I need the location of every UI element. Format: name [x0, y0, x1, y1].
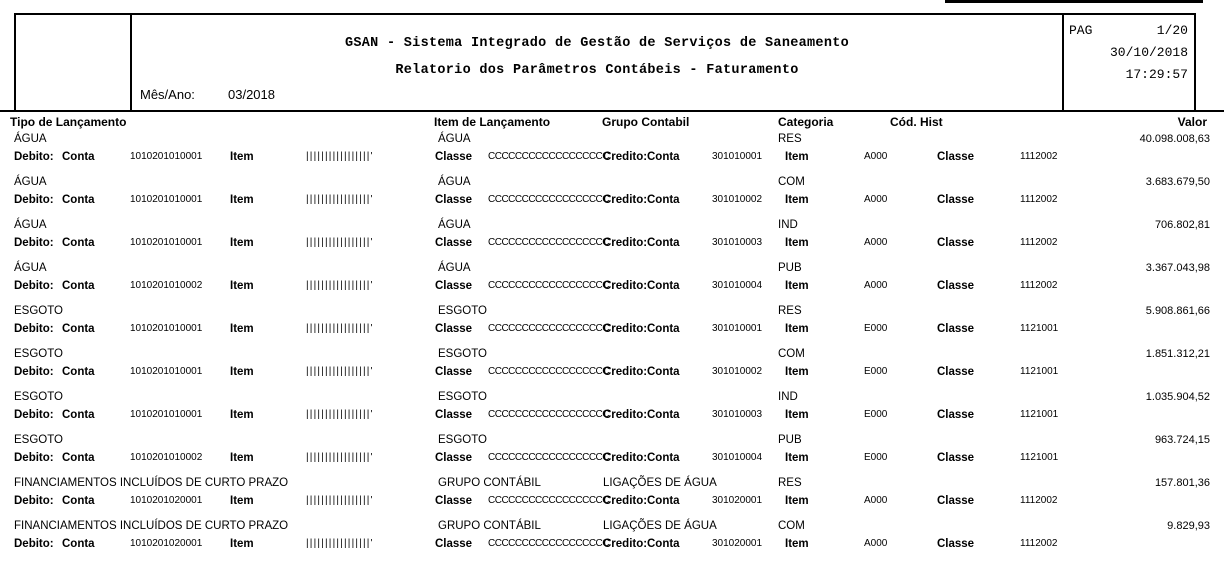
credito-conta-value: 301020001	[712, 495, 763, 506]
valor-value: 963.724,15	[1154, 434, 1210, 446]
row-detail-line	[0, 151, 1224, 166]
header-logo-divider	[130, 13, 132, 110]
credito-label: Credito:	[603, 323, 648, 335]
table-row	[0, 302, 1224, 345]
credito-classe-value: 1121001	[1020, 366, 1059, 377]
tipo-lancamento-value: FINANCIAMENTOS INCLUÍDOS DE CURTO PRAZO	[14, 477, 289, 489]
valor-value: 40.098.008,63	[1139, 133, 1210, 145]
debito-item-label: Item	[230, 237, 254, 249]
row-detail-line	[0, 495, 1224, 510]
tipo-lancamento-value: ÁGUA	[14, 219, 47, 231]
tipo-lancamento-value: ÁGUA	[14, 176, 47, 188]
debito-classe-mask: CCCCCCCCCCCCCCCCCC'	[488, 452, 611, 463]
debito-item-mask: |||||||||||||||||'	[306, 194, 374, 205]
debito-item-label: Item	[230, 280, 254, 292]
item-lancamento-value: ESGOTO	[438, 348, 487, 360]
valor-value: 3.683.679,50	[1145, 176, 1210, 188]
debito-item-label: Item	[230, 452, 254, 464]
tipo-lancamento-value: ESGOTO	[14, 391, 63, 403]
row-detail-line	[0, 538, 1224, 553]
credito-conta-label: Conta	[647, 452, 680, 464]
credito-item-value: A000	[864, 194, 888, 205]
debito-classe-mask: CCCCCCCCCCCCCCCCCC'	[488, 409, 611, 420]
debito-conta-value: 1010201020001	[130, 538, 203, 549]
credito-classe-label: Classe	[937, 409, 975, 421]
debito-conta-value: 1010201010002	[130, 452, 203, 463]
debito-conta-label: Conta	[62, 323, 95, 335]
table-row	[0, 517, 1224, 560]
debito-item-label: Item	[230, 323, 254, 335]
credito-classe-label: Classe	[937, 452, 975, 464]
row-title-line	[0, 262, 1224, 277]
debito-item-label: Item	[230, 151, 254, 163]
credito-conta-label: Conta	[647, 194, 680, 206]
tipo-lancamento-value: ESGOTO	[14, 348, 63, 360]
row-detail-line	[0, 366, 1224, 381]
credito-label: Credito:	[603, 495, 648, 507]
column-header-cod-hist: Cód. Hist	[890, 115, 943, 129]
credito-item-label: Item	[785, 538, 809, 550]
debito-classe-mask: CCCCCCCCCCCCCCCCCC'	[488, 366, 611, 377]
column-header-grupo-contabil: Grupo Contabil	[602, 115, 690, 129]
item-lancamento-value: ÁGUA	[438, 133, 471, 145]
credito-item-value: A000	[864, 280, 888, 291]
credito-label: Credito:	[603, 194, 648, 206]
table-row	[0, 345, 1224, 388]
debito-conta-value: 1010201010001	[130, 366, 203, 377]
header-box-top-border	[14, 13, 1196, 15]
credito-label: Credito:	[603, 280, 648, 292]
debito-label: Debito:	[14, 151, 54, 163]
debito-label: Debito:	[14, 194, 54, 206]
credito-item-value: A000	[864, 538, 888, 549]
report-date: 30/10/2018	[1109, 45, 1188, 60]
debito-item-mask: |||||||||||||||||'	[306, 538, 374, 549]
debito-conta-value: 1010201010001	[130, 237, 203, 248]
debito-item-label: Item	[230, 409, 254, 421]
column-header-categoria: Categoria	[778, 115, 834, 129]
debito-conta-label: Conta	[62, 194, 95, 206]
table-row	[0, 388, 1224, 431]
row-detail-line	[0, 237, 1224, 252]
table-top-rule	[0, 110, 1224, 112]
credito-classe-label: Classe	[937, 495, 975, 507]
credito-conta-label: Conta	[647, 366, 680, 378]
credito-conta-value: 301010001	[712, 151, 763, 162]
credito-classe-label: Classe	[937, 538, 975, 550]
grupo-contabil-value: LIGAÇÕES DE ÁGUA	[603, 520, 717, 532]
debito-conta-value: 1010201010001	[130, 409, 203, 420]
page-number: 1/20	[1156, 23, 1188, 38]
debito-classe-label: Classe	[435, 409, 473, 421]
item-lancamento-value: ESGOTO	[438, 391, 487, 403]
debito-conta-value: 1010201020001	[130, 495, 203, 506]
debito-classe-label: Classe	[435, 366, 473, 378]
tipo-lancamento-value: FINANCIAMENTOS INCLUÍDOS DE CURTO PRAZO	[14, 520, 289, 532]
row-detail-line	[0, 323, 1224, 338]
table-row	[0, 173, 1224, 216]
debito-label: Debito:	[14, 280, 54, 292]
column-header-tipo-de-lancamento: Tipo de Lançamento	[10, 115, 127, 129]
debito-label: Debito:	[14, 409, 54, 421]
credito-classe-label: Classe	[937, 151, 975, 163]
credito-item-value: A000	[864, 237, 888, 248]
tipo-lancamento-value: ESGOTO	[14, 305, 63, 317]
credito-item-value: A000	[864, 495, 888, 506]
month-year-value: 03/2018	[228, 87, 275, 102]
item-lancamento-value: ESGOTO	[438, 305, 487, 317]
row-title-line	[0, 477, 1224, 492]
row-detail-line	[0, 194, 1224, 209]
debito-classe-label: Classe	[435, 538, 473, 550]
credito-classe-label: Classe	[937, 366, 975, 378]
valor-value: 706.802,81	[1154, 219, 1210, 231]
valor-value: 1.851.312,21	[1145, 348, 1210, 360]
debito-classe-mask: CCCCCCCCCCCCCCCCCC'	[488, 237, 611, 248]
header-box-right-border	[1194, 13, 1196, 110]
debito-classe-label: Classe	[435, 237, 473, 249]
debito-item-mask: |||||||||||||||||'	[306, 323, 374, 334]
valor-value: 157.801,36	[1154, 477, 1210, 489]
credito-classe-value: 1112002	[1020, 237, 1058, 248]
credito-conta-label: Conta	[647, 237, 680, 249]
credito-item-label: Item	[785, 194, 809, 206]
debito-classe-mask: CCCCCCCCCCCCCCCCCC'	[488, 495, 611, 506]
debito-classe-mask: CCCCCCCCCCCCCCCCCC'	[488, 323, 611, 334]
categoria-value: RES	[778, 133, 802, 145]
debito-item-label: Item	[230, 538, 254, 550]
credito-classe-value: 1112002	[1020, 538, 1058, 549]
categoria-value: PUB	[778, 262, 802, 274]
credito-conta-value: 301020001	[712, 538, 763, 549]
debito-classe-label: Classe	[435, 452, 473, 464]
debito-conta-label: Conta	[62, 452, 95, 464]
row-title-line	[0, 219, 1224, 234]
debito-classe-mask: CCCCCCCCCCCCCCCCCC'	[488, 151, 611, 162]
page-info-divider	[1062, 13, 1064, 110]
debito-item-mask: |||||||||||||||||'	[306, 280, 374, 291]
debito-item-mask: |||||||||||||||||'	[306, 151, 374, 162]
credito-item-value: E000	[864, 366, 888, 377]
debito-item-label: Item	[230, 194, 254, 206]
item-lancamento-value: ÁGUA	[438, 176, 471, 188]
credito-item-value: A000	[864, 151, 888, 162]
debito-conta-value: 1010201010001	[130, 323, 203, 334]
credito-item-value: E000	[864, 452, 888, 463]
debito-conta-label: Conta	[62, 237, 95, 249]
credito-classe-value: 1112002	[1020, 280, 1058, 291]
credito-conta-label: Conta	[647, 495, 680, 507]
credito-conta-label: Conta	[647, 280, 680, 292]
credito-classe-value: 1121001	[1020, 409, 1059, 420]
credito-conta-value: 301010003	[712, 237, 763, 248]
table-row	[0, 216, 1224, 259]
debito-conta-value: 1010201010002	[130, 280, 203, 291]
credito-conta-label: Conta	[647, 151, 680, 163]
row-title-line	[0, 434, 1224, 449]
credito-item-label: Item	[785, 151, 809, 163]
report-time: 17:29:57	[1125, 67, 1188, 82]
month-year-line	[140, 87, 360, 102]
item-lancamento-value: GRUPO CONTÁBIL	[438, 477, 541, 489]
credito-conta-value: 301010004	[712, 452, 763, 463]
debito-conta-label: Conta	[62, 366, 95, 378]
debito-classe-label: Classe	[435, 194, 473, 206]
credito-classe-value: 1112002	[1020, 151, 1058, 162]
debito-conta-value: 1010201010001	[130, 151, 203, 162]
table-row	[0, 130, 1224, 173]
debito-item-mask: |||||||||||||||||'	[306, 409, 374, 420]
report-title: GSAN - Sistema Integrado de Gestão de Serviços de Saneamento	[344, 36, 850, 51]
debito-label: Debito:	[14, 237, 54, 249]
column-header-valor: Valor	[1177, 115, 1207, 129]
debito-classe-mask: CCCCCCCCCCCCCCCCCC'	[488, 280, 611, 291]
credito-item-label: Item	[785, 452, 809, 464]
row-title-line	[0, 348, 1224, 363]
categoria-value: RES	[778, 305, 802, 317]
report-subtitle: Relatorio dos Parâmetros Contábeis - Faturamento	[395, 63, 799, 78]
row-title-line	[0, 520, 1224, 535]
grupo-contabil-value: LIGAÇÕES DE ÁGUA	[603, 477, 717, 489]
item-lancamento-value: ÁGUA	[438, 262, 471, 274]
debito-conta-value: 1010201010001	[130, 194, 203, 205]
valor-value: 9.829,93	[1167, 520, 1210, 532]
credito-conta-label: Conta	[647, 409, 680, 421]
credito-label: Credito:	[603, 409, 648, 421]
credito-classe-label: Classe	[937, 194, 975, 206]
row-title-line	[0, 176, 1224, 191]
table-row	[0, 259, 1224, 302]
categoria-value: IND	[778, 391, 798, 403]
debito-conta-label: Conta	[62, 495, 95, 507]
credito-item-label: Item	[785, 409, 809, 421]
categoria-value: PUB	[778, 434, 802, 446]
credito-classe-label: Classe	[937, 237, 975, 249]
categoria-value: COM	[778, 520, 805, 532]
table-row	[0, 474, 1224, 517]
page-label: PAG	[1069, 23, 1093, 38]
row-title-line	[0, 305, 1224, 320]
credito-conta-value: 301010002	[712, 366, 763, 377]
valor-value: 5.908.861,66	[1145, 305, 1210, 317]
debito-classe-mask: CCCCCCCCCCCCCCCCCC'	[488, 194, 611, 205]
column-header-item-de-lancamento: Item de Lançamento	[434, 115, 551, 129]
row-detail-line	[0, 452, 1224, 467]
item-lancamento-value: GRUPO CONTÁBIL	[438, 520, 541, 532]
row-detail-line	[0, 409, 1224, 424]
debito-label: Debito:	[14, 495, 54, 507]
credito-label: Credito:	[603, 452, 648, 464]
debito-classe-label: Classe	[435, 151, 473, 163]
valor-value: 1.035.904,52	[1145, 391, 1210, 403]
credito-label: Credito:	[603, 237, 648, 249]
top-edge-mark	[945, 0, 1203, 3]
row-detail-line	[0, 280, 1224, 295]
credito-conta-value: 301010002	[712, 194, 763, 205]
categoria-value: COM	[778, 348, 805, 360]
month-year-label: Mês/Ano:	[140, 87, 195, 102]
item-lancamento-value: ÁGUA	[438, 219, 471, 231]
header-box-left-border	[14, 13, 16, 110]
credito-classe-label: Classe	[937, 280, 975, 292]
valor-value: 3.367.043,98	[1145, 262, 1210, 274]
debito-item-mask: |||||||||||||||||'	[306, 452, 374, 463]
debito-conta-label: Conta	[62, 538, 95, 550]
debito-classe-mask: CCCCCCCCCCCCCCCCCC'	[488, 538, 611, 549]
debito-label: Debito:	[14, 323, 54, 335]
credito-conta-value: 301010001	[712, 323, 763, 334]
item-lancamento-value: ESGOTO	[438, 434, 487, 446]
credito-classe-value: 1112002	[1020, 194, 1058, 205]
credito-classe-label: Classe	[937, 323, 975, 335]
debito-label: Debito:	[14, 538, 54, 550]
credito-item-label: Item	[785, 323, 809, 335]
debito-label: Debito:	[14, 366, 54, 378]
credito-label: Credito:	[603, 366, 648, 378]
credito-label: Credito:	[603, 151, 648, 163]
credito-conta-label: Conta	[647, 538, 680, 550]
categoria-value: IND	[778, 219, 798, 231]
debito-item-mask: |||||||||||||||||'	[306, 495, 374, 506]
debito-item-mask: |||||||||||||||||'	[306, 366, 374, 377]
categoria-value: COM	[778, 176, 805, 188]
credito-item-label: Item	[785, 366, 809, 378]
debito-item-label: Item	[230, 495, 254, 507]
debito-conta-label: Conta	[62, 151, 95, 163]
credito-conta-value: 301010003	[712, 409, 763, 420]
debito-classe-label: Classe	[435, 495, 473, 507]
row-title-line	[0, 133, 1224, 148]
debito-label: Debito:	[14, 452, 54, 464]
tipo-lancamento-value: ESGOTO	[14, 434, 63, 446]
debito-classe-label: Classe	[435, 323, 473, 335]
debito-conta-label: Conta	[62, 280, 95, 292]
tipo-lancamento-value: ÁGUA	[14, 133, 47, 145]
credito-item-label: Item	[785, 237, 809, 249]
credito-label: Credito:	[603, 538, 648, 550]
table-row	[0, 431, 1224, 474]
credito-classe-value: 1121001	[1020, 452, 1059, 463]
row-title-line	[0, 391, 1224, 406]
credito-conta-label: Conta	[647, 323, 680, 335]
credito-conta-value: 301010004	[712, 280, 763, 291]
debito-classe-label: Classe	[435, 280, 473, 292]
credito-item-label: Item	[785, 280, 809, 292]
debito-item-label: Item	[230, 366, 254, 378]
debito-conta-label: Conta	[62, 409, 95, 421]
credito-classe-value: 1112002	[1020, 495, 1058, 506]
credito-item-value: E000	[864, 323, 888, 334]
credito-item-value: E000	[864, 409, 888, 420]
categoria-value: RES	[778, 477, 802, 489]
debito-item-mask: |||||||||||||||||'	[306, 237, 374, 248]
tipo-lancamento-value: ÁGUA	[14, 262, 47, 274]
credito-classe-value: 1121001	[1020, 323, 1059, 334]
credito-item-label: Item	[785, 495, 809, 507]
